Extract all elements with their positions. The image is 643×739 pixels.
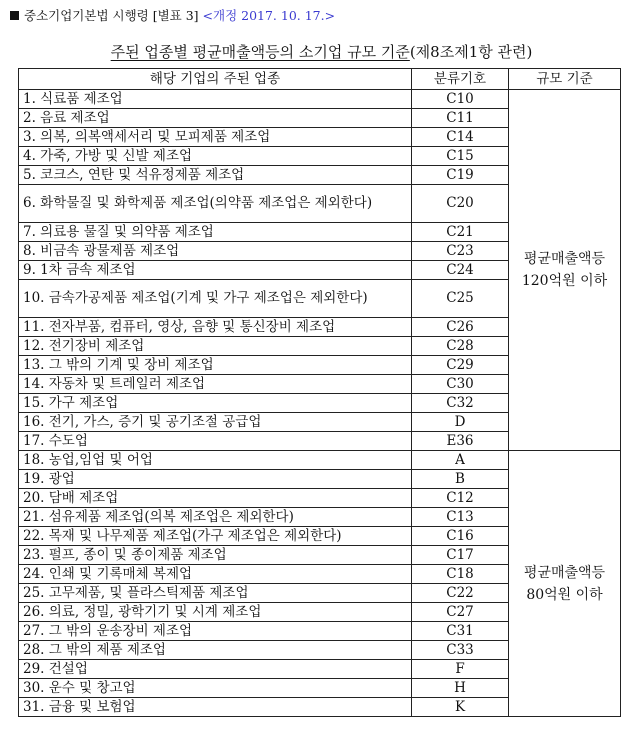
classification-code-cell: D: [412, 413, 509, 432]
industry-cell: 29. 건설업: [19, 660, 412, 679]
industry-cell: 21. 섬유제품 제조업(의복 제조업은 제외한다): [19, 508, 412, 527]
industry-cell: 11. 전자부품, 컴퓨터, 영상, 음향 및 통신장비 제조업: [19, 318, 412, 337]
classification-code-cell: C20: [412, 185, 509, 223]
classification-code-cell: C31: [412, 622, 509, 641]
industry-cell: 27. 그 밖의 운송장비 제조업: [19, 622, 412, 641]
column-header-code: 분류기호: [412, 69, 509, 90]
classification-code-cell: C23: [412, 242, 509, 261]
classification-code-cell: C28: [412, 337, 509, 356]
classification-code-cell: C33: [412, 641, 509, 660]
industry-cell: 26. 의료, 정밀, 광학기기 및 시계 제조업: [19, 603, 412, 622]
classification-code-cell: A: [412, 451, 509, 470]
table-row: [19, 451, 621, 470]
industry-cell: 9. 1차 금속 제조업: [19, 261, 412, 280]
industry-cell: 6. 화학물질 및 화학제품 제조업(의약품 제조업은 제외한다): [19, 185, 412, 223]
industry-cell: 20. 담배 제조업: [19, 489, 412, 508]
industry-cell: 2. 음료 제조업: [19, 109, 412, 128]
classification-code-cell: C21: [412, 223, 509, 242]
classification-code-cell: K: [412, 698, 509, 717]
industry-cell: 8. 비금속 광물제품 제조업: [19, 242, 412, 261]
industry-cell: 13. 그 밖의 기계 및 장비 제조업: [19, 356, 412, 375]
criterion-line: 120억원 이하: [521, 273, 608, 289]
industry-cell: 15. 가구 제조업: [19, 394, 412, 413]
table-row: [19, 90, 621, 109]
criterion-line: 80억원 이하: [526, 586, 603, 603]
industry-cell: 12. 전기장비 제조업: [19, 337, 412, 356]
industry-cell: 16. 전기, 가스, 증기 및 공기조절 공급업: [19, 413, 412, 432]
classification-code-cell: C25: [412, 280, 509, 318]
industry-cell: 23. 펄프, 종이 및 종이제품 제조업: [19, 546, 412, 565]
industry-cell: 31. 금융 및 보험업: [19, 698, 412, 717]
industry-cell: 5. 코크스, 연탄 및 석유정제품 제조업: [19, 166, 412, 185]
industry-cell: 28. 그 밖의 제품 제조업: [19, 641, 412, 660]
industry-cell: 19. 광업: [19, 470, 412, 489]
page-title: [0, 41, 643, 62]
industry-cell: 14. 자동차 및 트레일러 제조업: [19, 375, 412, 394]
classification-code-cell: C14: [412, 128, 509, 147]
document-header: [10, 6, 335, 24]
classification-code-cell: F: [412, 660, 509, 679]
table-body: [19, 90, 621, 717]
classification-code-cell: C19: [412, 166, 509, 185]
classification-code-cell: C15: [412, 147, 509, 166]
classification-code-cell: B: [412, 470, 509, 489]
classification-code-cell: C22: [412, 584, 509, 603]
industry-cell: 30. 운수 및 창고업: [19, 679, 412, 698]
industry-cell: 22. 목재 및 나무제품 제조업(가구 제조업은 제외한다): [19, 527, 412, 546]
column-header-criterion: 규모 기준: [509, 69, 621, 90]
classification-code-cell: C17: [412, 546, 509, 565]
square-bullet-icon: [10, 11, 19, 20]
classification-code-cell: H: [412, 679, 509, 698]
size-criteria-table: [18, 68, 621, 717]
criterion-line: 평균매출액등: [523, 251, 606, 267]
industry-cell: 10. 금속가공제품 제조업(기계 및 가구 제조업은 제외한다): [19, 280, 412, 318]
title-main: 주된 업종별 평균매출액등의 소기업 규모 기준: [110, 43, 410, 61]
title-reference: (제8조제1항 관련): [409, 43, 533, 61]
industry-cell: 24. 인쇄 및 기록매체 복제업: [19, 565, 412, 584]
law-reference: 중소기업기본법 시행령 [별표 3]: [24, 8, 199, 23]
classification-code-cell: E36: [412, 432, 509, 451]
revision-note: <개정 2017. 10. 17.>: [202, 8, 336, 23]
classification-code-cell: C12: [412, 489, 509, 508]
industry-cell: 1. 식료품 제조업: [19, 90, 412, 109]
industry-cell: 25. 고무제품, 및 플라스틱제품 제조업: [19, 584, 412, 603]
size-criterion-cell: [509, 451, 621, 717]
criterion-line: 평균매출액등: [523, 564, 606, 581]
classification-code-cell: C26: [412, 318, 509, 337]
classification-code-cell: C16: [412, 527, 509, 546]
classification-code-cell: C13: [412, 508, 509, 527]
industry-cell: 17. 수도업: [19, 432, 412, 451]
classification-code-cell: C32: [412, 394, 509, 413]
size-criterion-cell: [509, 90, 621, 451]
industry-cell: 7. 의료용 물질 및 의약품 제조업: [19, 223, 412, 242]
classification-code-cell: C18: [412, 565, 509, 584]
industry-cell: 4. 가죽, 가방 및 신발 제조업: [19, 147, 412, 166]
column-header-industry: 해당 기업의 주된 업종: [19, 69, 412, 90]
industry-cell: 18. 농업,임업 및 어업: [19, 451, 412, 470]
classification-code-cell: C27: [412, 603, 509, 622]
classification-code-cell: C24: [412, 261, 509, 280]
table-header-row: [19, 69, 621, 90]
classification-code-cell: C29: [412, 356, 509, 375]
industry-cell: 3. 의복, 의복액세서리 및 모피제품 제조업: [19, 128, 412, 147]
classification-code-cell: C10: [412, 90, 509, 109]
classification-code-cell: C11: [412, 109, 509, 128]
classification-code-cell: C30: [412, 375, 509, 394]
